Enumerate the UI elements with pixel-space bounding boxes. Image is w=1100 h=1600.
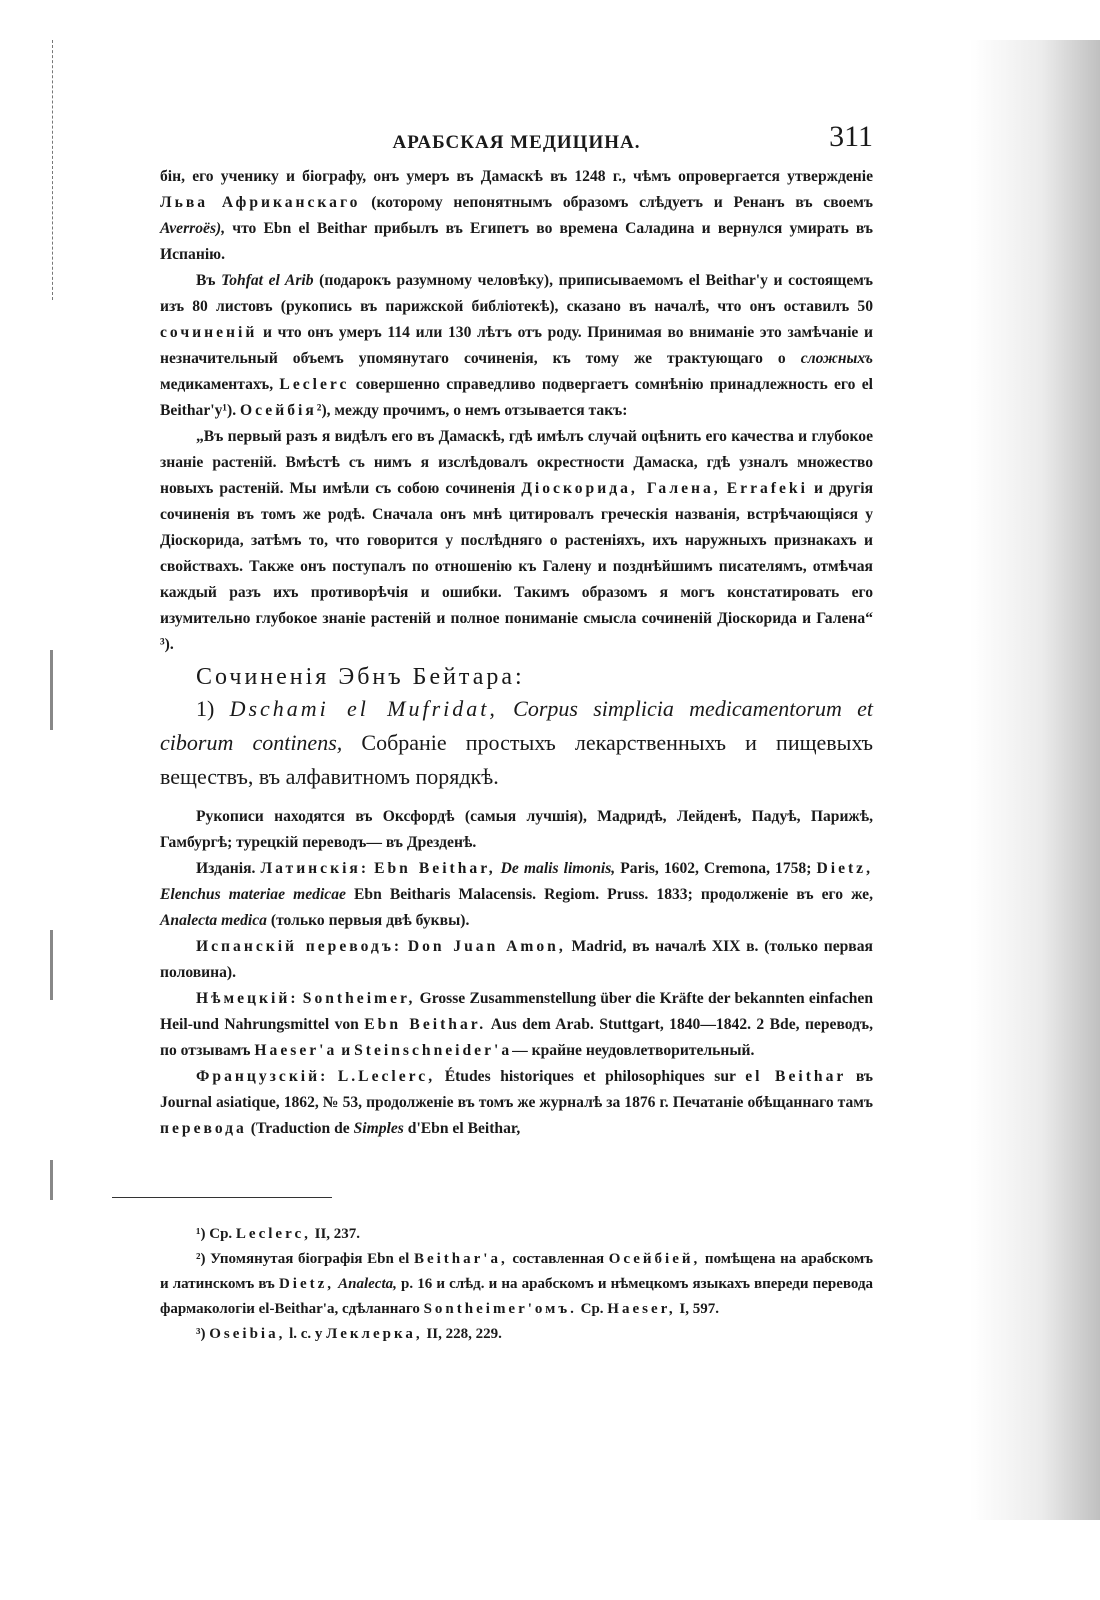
quotation: „Въ первый разъ я видѣлъ его въ Дамаскѣ, гдѣ имѣлъ случай оцѣнить его качества и глубокое знаніе растеній. Вмѣстѣ съ нимъ я изслѣдовалъ окрестности Дамаска, гдѣ узналъ множество новыхъ растеній. Мы имѣли съ собою сочиненія Діоскорида, Галена, Errafeki и другія сочиненія въ томъ же родѣ. Сначала онъ мнѣ цитировалъ греческія названія, встрѣчающіяся у Діоскорида, затѣмъ то, что говорится у послѣдняго о растеніяхъ, ихъ наружныхъ признакахъ и свойствахъ. Также онъ поступалъ по отношенію къ Галену и позднѣйшимъ писателямъ, отмѣчая каждый разъ ихъ противорѣчія и ошибки. Такимъ образомъ я могъ констатировать его изумительно глубокое знаніе растеній и полное пониманіе смысла сочиненій Діоскорида и Галена“ ³).	[160, 428, 874, 653]
section-heading: Сочиненія Эбнъ Бейтара:	[196, 664, 525, 690]
footnote-2: ²) Упомянутая біографія Ebn el Beithar'a, составленная Осейбіей, помѣщена на арабскомъ и латинскомъ въ Dietz, Analecta, p. 16 и слѣд. и на арабскомъ и нѣмецкомъ языкахъ впереди перевода фармакологіи el-Beithar'a, сдѣланнаго Sontheimer'омъ. Ср. Haeser, I, 597.	[160, 1251, 874, 1317]
page-header	[160, 120, 873, 164]
running-title: АРАБСКАЯ МЕДИЦИНА.	[392, 132, 641, 153]
margin-mark	[50, 1160, 53, 1200]
main-text	[160, 120, 873, 1142]
binding-edge	[52, 40, 56, 300]
footnotes	[160, 1222, 873, 1347]
footnote-3: ³) Oseibia, l. c. у Леклерка, II, 228, 229.	[196, 1326, 502, 1342]
manuscripts: Рукописи находятся въ Оксфордѣ (самыя лучшія), Мадридѣ, Лейденѣ, Падуѣ, Парижѣ, Гамбургѣ; турецкій переводъ— въ Дрезденѣ.	[160, 808, 873, 851]
footnote-1: ¹) Ср. Leclerc, II, 237.	[196, 1226, 361, 1242]
page-number: 311	[829, 120, 873, 153]
german-translation: Нѣмецкій: Sontheimer, Grosse Zusammenstellung über die Kräfte der bekannten einfachen Heil-und Nahrungsmittel von Ebn Beithar. Aus dem Arab. Stuttgart, 1840—1842. 2 Bde, переводъ, по отзывамъ Haeser'a и Steinschneider'a— крайне неудовлетворительный.	[160, 990, 874, 1059]
paragraph: Въ Tohfat el Arib (подарокъ разумному человѣку), приписываемомъ el Beithar'у и состоящемъ изъ 80 листовъ (рукопись въ парижской библіотекѣ), сказано въ началѣ, что онъ оставилъ 50 сочиненій и что онъ умеръ 114 или 130 лѣтъ отъ роду. Принимая во вниманіе это замѣчаніе и незначительный объемъ упомянутаго сочиненія, къ тому же трактующаго о сложныхъ медикаментахъ, Leclerc совершенно справедливо подвергаетъ сомнѣнію принадлежность его el Beithar'у¹). Осейбія²), между прочимъ, о немъ отзывается такъ:	[160, 272, 874, 419]
margin-mark	[50, 650, 53, 730]
work-title: 1) Dschami el Mufridat, Corpus simplicia medicamentorum et ciborum continens, Собраніе простыхъ лекарственныхъ и пищевыхъ веществъ, въ алфавитномъ порядкѣ.	[160, 696, 874, 789]
footnote-divider	[112, 1197, 332, 1198]
french-translation: Французскій: L.Leclerc, Études historiques et philosophiques sur el Beithar въ Journal asiatique, 1862, № 53, продолженіе въ томъ же журналѣ за 1876 г. Печатаніе обѣщаннаго тамъ перевода (Traduction de Simples d'Ebn el Beithar,	[160, 1068, 873, 1137]
paragraph: бін, его ученику и біографу, онъ умеръ въ Дамаскѣ въ 1248 г., чѣмъ опровергается утвержденіе Льва Африканскаго (которому непонятнымъ образомъ слѣдуетъ и Ренанъ въ своемъ Averroës), что Ebn el Beithar прибылъ въ Египетъ во времена Саладина и вернулся умирать въ Испанію.	[160, 168, 873, 263]
scan-shadow	[970, 40, 1100, 1520]
editions: Изданія. Латинскія: Ebn Beithar, De malis limonis, Paris, 1602, Cremona, 1758; Dietz, Elenchus materiae medicae Ebn Beitharis Malacensis. Regiom. Pruss. 1833; продолженіе въ его же, Analecta medica (только первыя двѣ буквы).	[160, 860, 874, 929]
spanish-translation: Испанскій переводъ: Don Juan Amon, Madrid, въ началѣ XIX в. (только первая половина).	[160, 938, 873, 981]
margin-mark	[50, 930, 53, 1000]
